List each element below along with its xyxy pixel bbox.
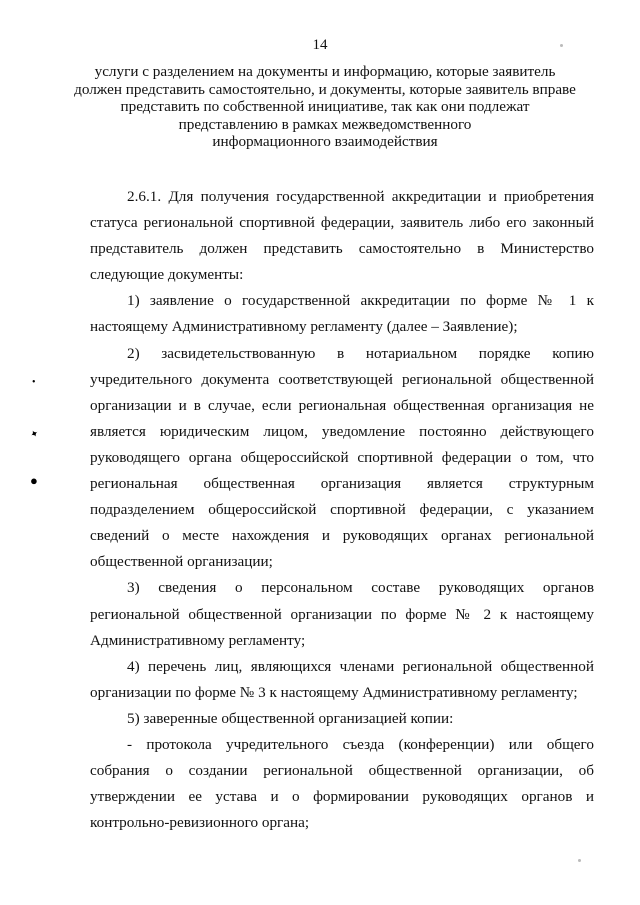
list-item-1: 1) заявление о государственной аккредитации по форме № 1 к настоящему Административному регламенту (далее – Заявление); [90,292,594,336]
list-item-2: 2) засвидетельствованную в нотариальном порядке копию учредительного документа соответствующей региональной общественной организации и в случае, если региональная общественная организация не является юридическим лицом, уведомление постоянно действующего руководящего органа общероссийской спортивной федерации о том, что региональная общественная организация является структурным подразделением общероссийской спортивной федерации, с указанием сведений о месте нахождения и руководящих органах региональной общественной организации; [90,344,594,571]
heading-line-3: представить по собственной инициативе, так как они подлежат [120,98,530,115]
list-item-4: 4) перечень лиц, являющихся членами региональной общественной организации по форме № 3 к настоящему Административному регламенту; [90,657,594,701]
page-number: 14 [312,37,328,53]
scan-speck: • [32,377,36,388]
document-body [90,184,594,836]
scan-speck [560,44,563,47]
heading-line-2: должен представить самостоятельно, и документы, которые заявитель вправе [74,80,576,98]
heading-line-4: представлению в рамках межведомственного [178,115,472,133]
section-heading [60,63,590,151]
heading-line-5: информационного взаимодействия [212,133,438,150]
list-item-5: 5) заверенные общественной организацией копии: [127,709,454,727]
paragraph-2-6-1: 2.6.1. Для получения государственной аккредитации и приобретения статуса региональной спортивной федерации, заявитель либо его законный представитель должен представить самостоятельно в Министерство следующие документы: [90,188,594,284]
sub-item-protocol: - протокола учредительного съезда (конференции) или общего собрания о создании региональной общественной организации, об утверждении ее устава и о формировании руководящих органов и контрольно-ревизионного органа; [90,735,594,832]
scan-speck: ● [30,473,38,488]
heading-line-1: услуги с разделением на документы и информацию, которые заявитель [94,63,556,80]
scan-speck [578,859,581,862]
list-item-3: 3) сведения о персональном составе руководящих органов региональной общественной организации по форме № 2 к настоящему Административному регламенту; [90,579,594,649]
scan-speck: ✦ [28,427,42,442]
